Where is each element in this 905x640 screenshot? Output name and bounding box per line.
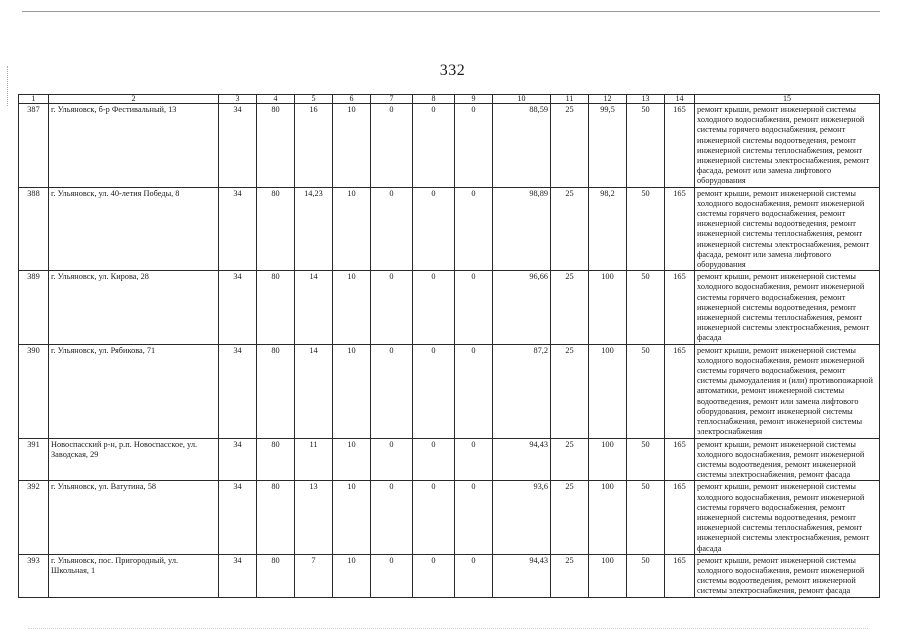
column-header-11: 11 <box>551 95 589 104</box>
col7-cell: 0 <box>371 104 413 188</box>
col11-cell: 25 <box>551 187 589 271</box>
col6-cell: 10 <box>333 187 371 271</box>
row-number-cell: 392 <box>19 481 49 554</box>
works-list-cell: ремонт крыши, ремонт инженерной системы холодного водоснабжения, ремонт инженерной системы горячего водоснабжения, ремонт системы дымоудаления и (или) противопожарной автоматики, ремонт инженерной системы водоотведения, ремонт или замена лифтового оборудования, ремонт инженерной системы теплоснабжения, ремонт инженерной системы электроснабжения <box>695 344 880 438</box>
col12-cell: 98,2 <box>589 187 627 271</box>
scan-edge-line <box>22 11 880 12</box>
column-header-15: 15 <box>695 95 880 104</box>
table-row <box>19 187 880 271</box>
col4-cell: 80 <box>257 187 295 271</box>
col10-cell: 98,89 <box>493 187 551 271</box>
col4-cell: 80 <box>257 438 295 481</box>
column-header-1: 1 <box>19 95 49 104</box>
col10-cell: 96,66 <box>493 271 551 344</box>
works-table <box>18 94 880 598</box>
col5-cell: 11 <box>295 438 333 481</box>
table-row <box>19 271 880 344</box>
col11-cell: 25 <box>551 438 589 481</box>
scan-bottom-trace <box>28 628 868 629</box>
col4-cell: 80 <box>257 104 295 188</box>
col7-cell: 0 <box>371 187 413 271</box>
table-row <box>19 481 880 554</box>
column-header-10: 10 <box>493 95 551 104</box>
col6-cell: 10 <box>333 554 371 597</box>
col9-cell: 0 <box>455 554 493 597</box>
col14-cell: 165 <box>665 187 695 271</box>
col6-cell: 10 <box>333 344 371 438</box>
address-cell: г. Ульяновск, пос. Пригородный, ул. Школьная, 1 <box>49 554 219 597</box>
col13-cell: 50 <box>627 271 665 344</box>
col5-cell: 7 <box>295 554 333 597</box>
row-number-cell: 389 <box>19 271 49 344</box>
col9-cell: 0 <box>455 271 493 344</box>
column-header-3: 3 <box>219 95 257 104</box>
col3-cell: 34 <box>219 104 257 188</box>
col14-cell: 165 <box>665 344 695 438</box>
row-number-cell: 390 <box>19 344 49 438</box>
col6-cell: 10 <box>333 104 371 188</box>
col9-cell: 0 <box>455 104 493 188</box>
table-row <box>19 344 880 438</box>
col10-cell: 93,6 <box>493 481 551 554</box>
column-header-7: 7 <box>371 95 413 104</box>
col11-cell: 25 <box>551 554 589 597</box>
works-list-cell: ремонт крыши, ремонт инженерной системы холодного водоснабжения, ремонт инженерной системы водоотведения, ремонт инженерной системы электроснабжения, ремонт фасада <box>695 554 880 597</box>
address-cell: Новоспасский р-н, р.п. Новоспасское, ул. Заводская, 29 <box>49 438 219 481</box>
col11-cell: 25 <box>551 271 589 344</box>
col5-cell: 14,23 <box>295 187 333 271</box>
col8-cell: 0 <box>413 187 455 271</box>
column-header-8: 8 <box>413 95 455 104</box>
col13-cell: 50 <box>627 344 665 438</box>
address-cell: г. Ульяновск, ул. Рябикова, 71 <box>49 344 219 438</box>
address-cell: г. Ульяновск, ул. Ватутина, 58 <box>49 481 219 554</box>
col6-cell: 10 <box>333 271 371 344</box>
col12-cell: 100 <box>589 481 627 554</box>
col4-cell: 80 <box>257 554 295 597</box>
works-list-cell: ремонт крыши, ремонт инженерной системы холодного водоснабжения, ремонт инженерной системы горячего водоснабжения, ремонт инженерной системы водоотведения, ремонт инженерной системы теплоснабжения, ремонт инженерной системы электроснабжения, ремонт фасада <box>695 271 880 344</box>
col7-cell: 0 <box>371 344 413 438</box>
col5-cell: 14 <box>295 344 333 438</box>
col12-cell: 100 <box>589 344 627 438</box>
address-cell: г. Ульяновск, ул. Кирова, 28 <box>49 271 219 344</box>
row-number-cell: 387 <box>19 104 49 188</box>
works-list-cell: ремонт крыши, ремонт инженерной системы холодного водоснабжения, ремонт инженерной системы горячего водоснабжения, ремонт инженерной системы водоотведения, ремонт инженерной системы теплоснабжения, ремонт инженерной системы электроснабжения, ремонт фасада, ремонт или замена лифтового оборудования <box>695 104 880 188</box>
col3-cell: 34 <box>219 481 257 554</box>
col14-cell: 165 <box>665 554 695 597</box>
col13-cell: 50 <box>627 438 665 481</box>
col10-cell: 87,2 <box>493 344 551 438</box>
column-header-4: 4 <box>257 95 295 104</box>
col8-cell: 0 <box>413 438 455 481</box>
page-number: 332 <box>439 62 466 79</box>
col6-cell: 10 <box>333 481 371 554</box>
table-header-row <box>19 95 880 104</box>
column-header-14: 14 <box>665 95 695 104</box>
col13-cell: 50 <box>627 481 665 554</box>
col8-cell: 0 <box>413 554 455 597</box>
col8-cell: 0 <box>413 344 455 438</box>
works-table-container <box>18 94 879 598</box>
col5-cell: 13 <box>295 481 333 554</box>
col11-cell: 25 <box>551 481 589 554</box>
column-header-6: 6 <box>333 95 371 104</box>
table-row <box>19 104 880 188</box>
col3-cell: 34 <box>219 271 257 344</box>
col3-cell: 34 <box>219 344 257 438</box>
col11-cell: 25 <box>551 104 589 188</box>
col8-cell: 0 <box>413 481 455 554</box>
table-row <box>19 438 880 481</box>
row-number-cell: 391 <box>19 438 49 481</box>
column-header-5: 5 <box>295 95 333 104</box>
column-header-2: 2 <box>49 95 219 104</box>
col8-cell: 0 <box>413 104 455 188</box>
col14-cell: 165 <box>665 481 695 554</box>
col10-cell: 94,43 <box>493 438 551 481</box>
column-header-12: 12 <box>589 95 627 104</box>
col9-cell: 0 <box>455 481 493 554</box>
col3-cell: 34 <box>219 554 257 597</box>
col3-cell: 34 <box>219 438 257 481</box>
works-list-cell: ремонт крыши, ремонт инженерной системы холодного водоснабжения, ремонт инженерной системы водоотведения, ремонт инженерной системы электроснабжения, ремонт фасада <box>695 438 880 481</box>
col13-cell: 50 <box>627 554 665 597</box>
col7-cell: 0 <box>371 554 413 597</box>
col9-cell: 0 <box>455 187 493 271</box>
col8-cell: 0 <box>413 271 455 344</box>
col10-cell: 88,59 <box>493 104 551 188</box>
col11-cell: 25 <box>551 344 589 438</box>
address-cell: г. Ульяновск, б-р Фестивальный, 13 <box>49 104 219 188</box>
col4-cell: 80 <box>257 344 295 438</box>
col9-cell: 0 <box>455 344 493 438</box>
address-cell: г. Ульяновск, ул. 40-летия Победы, 8 <box>49 187 219 271</box>
col4-cell: 80 <box>257 481 295 554</box>
table-row <box>19 554 880 597</box>
col9-cell: 0 <box>455 438 493 481</box>
col12-cell: 100 <box>589 554 627 597</box>
col13-cell: 50 <box>627 104 665 188</box>
col12-cell: 100 <box>589 438 627 481</box>
column-header-9: 9 <box>455 95 493 104</box>
col14-cell: 165 <box>665 271 695 344</box>
column-header-13: 13 <box>627 95 665 104</box>
col14-cell: 165 <box>665 438 695 481</box>
col3-cell: 34 <box>219 187 257 271</box>
table-body <box>19 104 880 598</box>
works-list-cell: ремонт крыши, ремонт инженерной системы холодного водоснабжения, ремонт инженерной системы горячего водоснабжения, ремонт инженерной системы водоотведения, ремонт инженерной системы теплоснабжения, ремонт инженерной системы электроснабжения, ремонт фасада, ремонт или замена лифтового оборудования <box>695 187 880 271</box>
col4-cell: 80 <box>257 271 295 344</box>
works-list-cell: ремонт крыши, ремонт инженерной системы холодного водоснабжения, ремонт инженерной системы горячего водоснабжения, ремонт инженерной системы водоотведения, ремонт инженерной системы теплоснабжения, ремонт инженерной системы электроснабжения, ремонт фасада <box>695 481 880 554</box>
col6-cell: 10 <box>333 438 371 481</box>
col5-cell: 14 <box>295 271 333 344</box>
col5-cell: 16 <box>295 104 333 188</box>
row-number-cell: 388 <box>19 187 49 271</box>
col12-cell: 100 <box>589 271 627 344</box>
row-number-cell: 393 <box>19 554 49 597</box>
col7-cell: 0 <box>371 438 413 481</box>
col12-cell: 99,5 <box>589 104 627 188</box>
col7-cell: 0 <box>371 271 413 344</box>
col7-cell: 0 <box>371 481 413 554</box>
col13-cell: 50 <box>627 187 665 271</box>
col14-cell: 165 <box>665 104 695 188</box>
col10-cell: 94,43 <box>493 554 551 597</box>
